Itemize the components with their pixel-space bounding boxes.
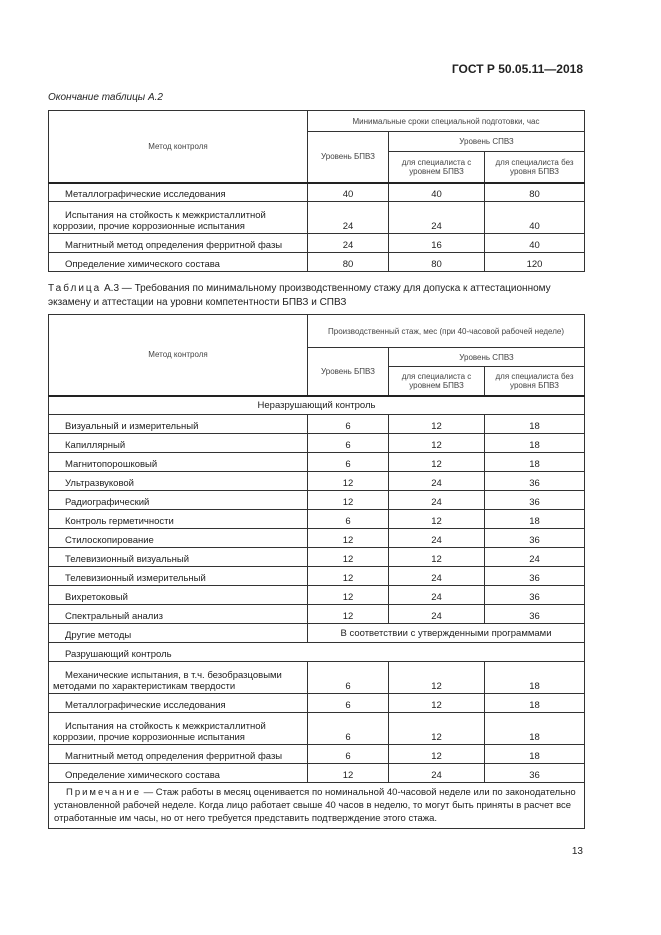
- section-row: [49, 643, 585, 662]
- spvz-with-value: 40: [389, 183, 485, 202]
- table-row: [49, 472, 585, 491]
- table-row: [49, 662, 585, 694]
- spvz-with-value: 24: [389, 764, 485, 783]
- spvz-with-value: 12: [389, 453, 485, 472]
- table-row: [49, 253, 585, 272]
- table-row: [49, 624, 585, 643]
- table-a3-title: [48, 282, 584, 310]
- header-with-bpvz: для специалиста с уровнем БПВЗ: [389, 152, 485, 183]
- spvz-without-value: 36: [485, 764, 585, 783]
- spvz-without-value: 18: [485, 745, 585, 764]
- bpvz-value: 6: [308, 694, 389, 713]
- method-cell: Вихретоковый: [49, 586, 308, 605]
- spvz-without-value: 80: [485, 183, 585, 202]
- table-row: [49, 548, 585, 567]
- table-a2-caption: Окончание таблицы А.2: [48, 92, 163, 103]
- spvz-with-value: 12: [389, 548, 485, 567]
- table-row: [49, 567, 585, 586]
- spvz-with-value: 24: [389, 491, 485, 510]
- spvz-with-value: 24: [389, 605, 485, 624]
- spvz-without-value: 36: [485, 529, 585, 548]
- spvz-with-value: 12: [389, 434, 485, 453]
- method-cell: Магнитопорошковый: [49, 453, 308, 472]
- spvz-without-value: 36: [485, 567, 585, 586]
- note-label: Примечание: [66, 787, 141, 798]
- bpvz-value: 80: [308, 253, 389, 272]
- header-method: Метод контроля: [49, 315, 308, 396]
- spvz-without-value: 36: [485, 491, 585, 510]
- method-cell: Определение химического состава: [49, 253, 308, 272]
- bpvz-value: 12: [308, 472, 389, 491]
- spvz-without-value: 36: [485, 605, 585, 624]
- bpvz-value: 12: [308, 529, 389, 548]
- spvz-without-value: 36: [485, 472, 585, 491]
- bpvz-value: 12: [308, 605, 389, 624]
- spvz-without-value: 18: [485, 415, 585, 434]
- spvz-with-value: 24: [389, 472, 485, 491]
- bpvz-value: 12: [308, 764, 389, 783]
- note-cell: [49, 783, 585, 829]
- spvz-with-value: 16: [389, 234, 485, 253]
- note-row: [49, 783, 585, 829]
- bpvz-value: 12: [308, 491, 389, 510]
- table-row: [49, 586, 585, 605]
- header-without-bpvz: для специалиста без уровня БПВЗ: [485, 367, 585, 396]
- spvz-without-value: 40: [485, 234, 585, 253]
- method-cell: Радиографический: [49, 491, 308, 510]
- method-cell: Испытания на стойкость к межкристаллитной коррозии, прочие коррозионные испытания: [49, 713, 308, 745]
- bpvz-value: 24: [308, 202, 389, 234]
- standard-header: ГОСТ Р 50.05.11—2018: [451, 62, 583, 76]
- table-row: [49, 415, 585, 434]
- spvz-with-value: 12: [389, 662, 485, 694]
- spvz-without-value: 18: [485, 510, 585, 529]
- spvz-without-value: 18: [485, 713, 585, 745]
- spvz-without-value: 18: [485, 662, 585, 694]
- method-cell: Металлографические исследования: [49, 694, 308, 713]
- method-cell: Спектральный анализ: [49, 605, 308, 624]
- header-bpvz: Уровень БПВЗ: [308, 132, 389, 183]
- bpvz-value: 24: [308, 234, 389, 253]
- spvz-without-value: 18: [485, 434, 585, 453]
- bpvz-value: 6: [308, 415, 389, 434]
- table-a3: [48, 314, 585, 829]
- spvz-without-value: 40: [485, 202, 585, 234]
- table-row: [49, 529, 585, 548]
- bpvz-value: 40: [308, 183, 389, 202]
- spvz-with-value: 12: [389, 694, 485, 713]
- header-spvz: Уровень СПВЗ: [389, 348, 585, 367]
- header-group: Минимальные сроки специальной подготовки, час: [308, 111, 585, 132]
- method-cell: Определение химического состава: [49, 764, 308, 783]
- method-cell: Контроль герметичности: [49, 510, 308, 529]
- table-label: Таблица: [48, 283, 102, 294]
- table-row: [49, 764, 585, 783]
- table-row: [49, 605, 585, 624]
- table-a2: [48, 110, 585, 272]
- spvz-with-value: 12: [389, 415, 485, 434]
- bpvz-value: 12: [308, 548, 389, 567]
- method-cell: Магнитный метод определения ферритной фазы: [49, 234, 308, 253]
- table-row: [49, 694, 585, 713]
- spvz-without-value: 18: [485, 694, 585, 713]
- method-cell: Механические испытания, в т.ч. безобразцовыми методами по характеристикам твердости: [49, 662, 308, 694]
- method-cell: Телевизионный визуальный: [49, 548, 308, 567]
- method-cell: Стилоскопирование: [49, 529, 308, 548]
- method-cell: Металлографические исследования: [49, 183, 308, 202]
- spvz-without-value: 36: [485, 586, 585, 605]
- spvz-with-value: 24: [389, 586, 485, 605]
- spvz-with-value: 12: [389, 713, 485, 745]
- note-text: — Стаж работы в месяц оценивается по номинальной 40-часовой неделе или по законодательно установленной рабочей неделе. Когда лицо работает свыше 40 часов в неделю, то могут быть приняты в расчет все отработанные им часы, но от него требуется представить подтверждение этого стажа.: [54, 787, 576, 824]
- table-row: [49, 713, 585, 745]
- table-row: [49, 234, 585, 253]
- method-cell: Визуальный и измерительный: [49, 415, 308, 434]
- method-cell: Магнитный метод определения ферритной фазы: [49, 745, 308, 764]
- spvz-with-value: 12: [389, 510, 485, 529]
- table-row: [49, 745, 585, 764]
- method-cell: Капиллярный: [49, 434, 308, 453]
- bpvz-value: 12: [308, 567, 389, 586]
- bpvz-value: 6: [308, 510, 389, 529]
- section-heading: Разрушающий контроль: [49, 643, 585, 662]
- header-with-bpvz: для специалиста с уровнем БПВЗ: [389, 367, 485, 396]
- other-methods-value: В соответствии с утвержденными программами: [308, 624, 585, 643]
- header-group: Производственный стаж, мес (при 40-часовой рабочей неделе): [308, 315, 585, 348]
- page-number: 13: [571, 846, 583, 857]
- bpvz-value: 6: [308, 453, 389, 472]
- bpvz-value: 6: [308, 434, 389, 453]
- table-row: [49, 183, 585, 202]
- spvz-without-value: 24: [485, 548, 585, 567]
- spvz-without-value: 120: [485, 253, 585, 272]
- bpvz-value: 12: [308, 586, 389, 605]
- method-cell: Телевизионный измерительный: [49, 567, 308, 586]
- spvz-with-value: 12: [389, 745, 485, 764]
- spvz-with-value: 24: [389, 567, 485, 586]
- method-cell: Другие методы: [49, 624, 308, 643]
- spvz-with-value: 24: [389, 529, 485, 548]
- bpvz-value: 6: [308, 713, 389, 745]
- spvz-with-value: 80: [389, 253, 485, 272]
- method-cell: Ультразвуковой: [49, 472, 308, 491]
- table-row: [49, 202, 585, 234]
- table-title-text: А.3 — Требования по минимальному производственному стажу для допуска к аттестационному экзамену и аттестации на уровни компетентности БПВЗ и СПВЗ: [48, 283, 551, 308]
- bpvz-value: 6: [308, 745, 389, 764]
- section-heading: Неразрушающий контроль: [49, 396, 585, 415]
- table-row: [49, 434, 585, 453]
- section-row: [49, 396, 585, 415]
- header-bpvz: Уровень БПВЗ: [308, 348, 389, 396]
- header-without-bpvz: для специалиста без уровня БПВЗ: [485, 152, 585, 183]
- table-row: [49, 491, 585, 510]
- header-method: Метод контроля: [49, 111, 308, 183]
- spvz-without-value: 18: [485, 453, 585, 472]
- bpvz-value: 6: [308, 662, 389, 694]
- table-row: [49, 510, 585, 529]
- method-cell: Испытания на стойкость к межкристаллитной коррозии, прочие коррозионные испытания: [49, 202, 308, 234]
- table-row: [49, 453, 585, 472]
- header-spvz: Уровень СПВЗ: [389, 132, 585, 152]
- spvz-with-value: 24: [389, 202, 485, 234]
